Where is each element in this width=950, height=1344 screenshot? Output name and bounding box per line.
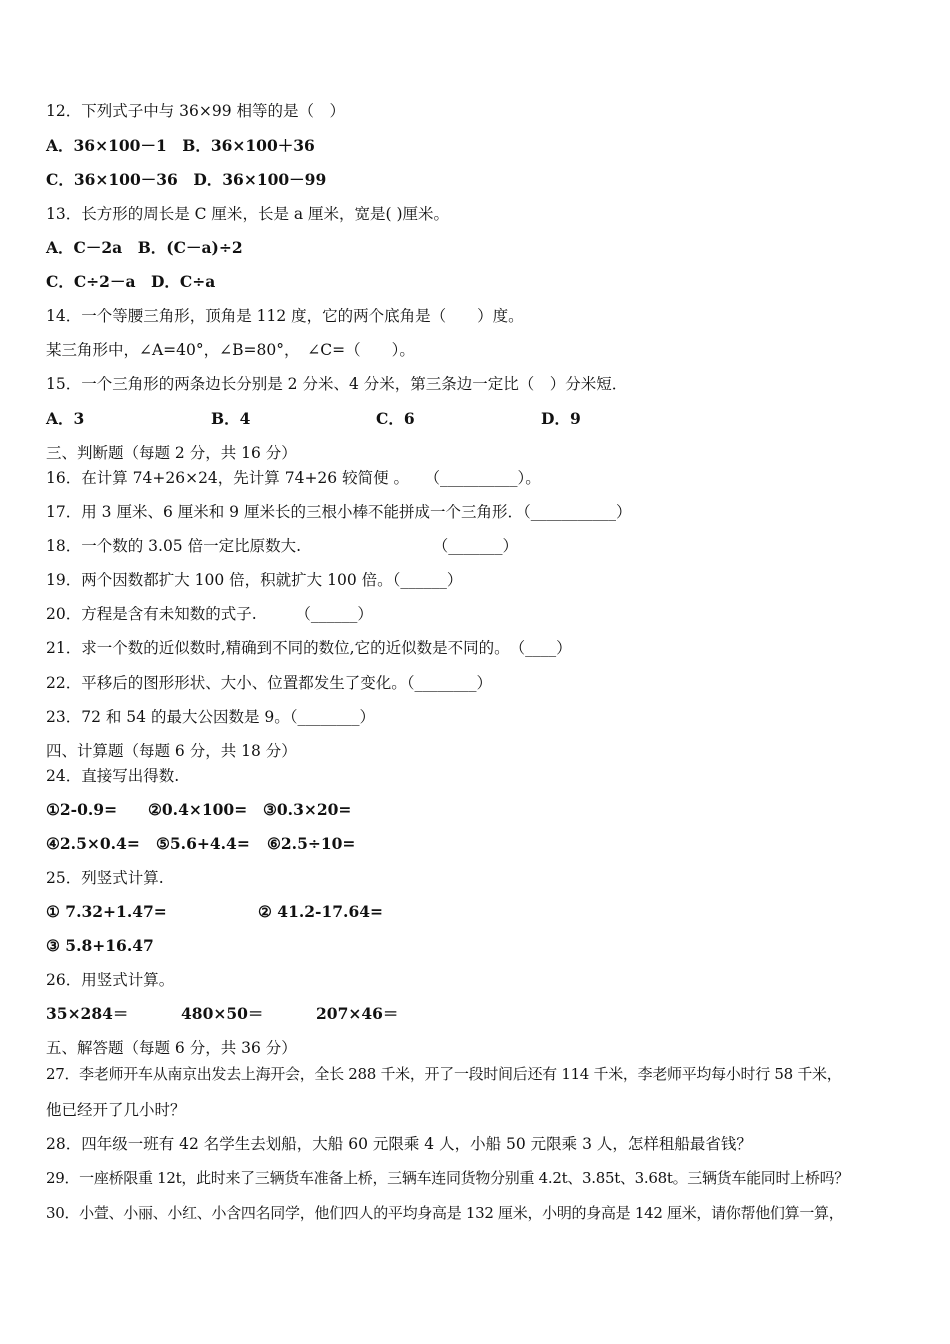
question-15-option-a: A．3	[46, 409, 85, 428]
question-14-line2: 某三角形中，∠A=40°，∠B=80°， ∠C=（ ）。	[46, 341, 415, 359]
calc-item: ③0.3×20=	[263, 800, 352, 819]
question-24-stem: 24．直接写出得数.	[46, 767, 180, 785]
question-30-line1: 30．小萱、小丽、小红、小含四名同学，他们四人的平均身高是 132 厘米，小明的身高是 142 厘米，请你帮他们算一算，	[46, 1204, 844, 1222]
question-12-options-cd: C．36×100－36 D．36×100－99	[46, 170, 327, 189]
calc-item: 35×284＝	[46, 1004, 129, 1023]
question-14-stem: 14．一个等腰三角形，顶角是 112 度，它的两个底角是（ ）度。	[46, 307, 524, 325]
calc-item: ① 7.32+1.47=	[46, 902, 167, 921]
question-25-row2: ③ 5.8+16.47	[46, 936, 154, 955]
judge-item-19: 19．两个因数都扩大 100 倍，积就扩大 100 倍。（______）	[46, 571, 463, 589]
question-15-option-b: B．4	[211, 409, 251, 428]
judge-item-22: 22．平移后的图形形状、大小、位置都发生了变化。（________）	[46, 674, 492, 692]
question-25-stem: 25．列竖式计算.	[46, 869, 164, 887]
question-12-stem: 12．下列式子中与 36×99 相等的是（ ）	[46, 102, 346, 120]
calc-item: ①2-0.9=	[46, 800, 118, 819]
question-29: 29．一座桥限重 12t，此时来了三辆货车准备上桥，三辆车连同货物分别重 4.2t、3.85t、3.68t。三辆货车能同时上桥吗？	[46, 1169, 849, 1187]
calc-item: ⑤5.6+4.4=	[156, 834, 250, 853]
question-28: 28．四年级一班有 42 名学生去划船，大船 60 元限乘 4 人，小船 50 元限乘 3 人，怎样租船最省钱？	[46, 1135, 752, 1153]
question-15-option-c: C．6	[376, 409, 415, 428]
calc-item: ⑥2.5÷10=	[267, 834, 356, 853]
question-13-options-cd: C．C÷2－a D．C÷a	[46, 272, 216, 291]
question-26-stem: 26．用竖式计算。	[46, 971, 175, 989]
question-15-option-d: D．9	[541, 409, 581, 428]
judge-item-20: 20．方程是含有未知数的式子. （______）	[46, 605, 373, 623]
calc-item: 480×50＝	[181, 1004, 264, 1023]
question-15-stem: 15．一个三角形的两条边长分别是 2 分米、4 分米，第三条边一定比（ ）分米短．	[46, 375, 628, 393]
question-12-options-ab: A．36×100－1 B．36×100＋36	[46, 136, 315, 155]
section-3-heading: 三、判断题（每题 2 分，共 16 分）	[46, 444, 297, 462]
section-4-heading: 四、计算题（每题 6 分，共 18 分）	[46, 742, 297, 760]
question-27-line2: 他已经开了几小时？	[46, 1101, 186, 1119]
question-13-stem: 13．长方形的周长是 C 厘米，长是 a 厘米，宽是( )厘米。	[46, 205, 450, 223]
question-13-options-ab: A．C－2a B．(C－a)÷2	[46, 238, 243, 257]
calc-item: 207×46＝	[316, 1004, 399, 1023]
calc-item: ④2.5×0.4=	[46, 834, 140, 853]
judge-item-21: 21．求一个数的近似数时,精确到不同的数位,它的近似数是不同的。 （____）	[46, 639, 572, 657]
judge-item-17: 17．用 3 厘米、6 厘米和 9 厘米长的三根小棒不能拼成一个三角形．（___________）	[46, 503, 632, 521]
section-5-heading: 五、解答题（每题 6 分，共 36 分）	[46, 1039, 297, 1057]
judge-item-23: 23．72 和 54 的最大公因数是 9。（________）	[46, 708, 375, 726]
judge-item-18: 18．一个数的 3.05 倍一定比原数大. （_______）	[46, 537, 519, 555]
calc-item: ② 41.2-17.64=	[258, 902, 383, 921]
judge-item-16: 16．在计算 74+26×24，先计算 74+26 较简便 。 （__________）。	[46, 469, 541, 487]
calc-item: ②0.4×100=	[148, 800, 248, 819]
question-27-line1: 27．李老师开车从南京出发去上海开会，全长 288 千米，开了一段时间后还有 114 千米，李老师平均每小时行 58 千米，	[46, 1065, 842, 1083]
